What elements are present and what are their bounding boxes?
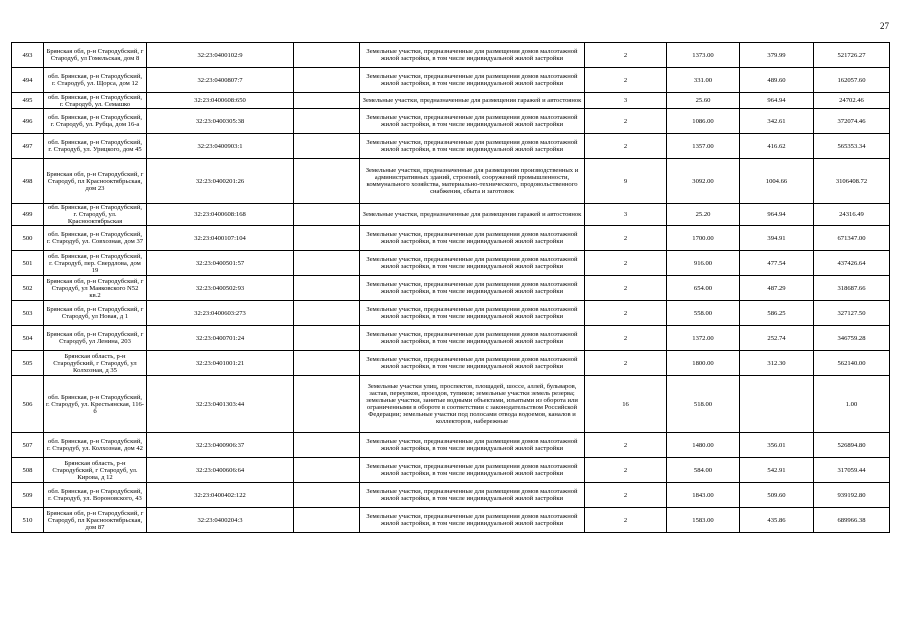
group-number-cell: 2 [585,226,667,251]
cadastral-value-cell: 521726.27 [814,43,890,68]
address-cell: обл. Брянская, р-н Стародубский, г. Стародуб, ул. Рубца, дом 16-а [44,109,147,134]
area-cell: 1700.00 [667,226,740,251]
table-row [12,43,890,68]
address-cell: Брянская обл, р-н Стародубский, г Стародуб, пл Краснооктябрьская, дом 87 [44,508,147,533]
land-use-description-cell: Земельные участки, предназначенные для размещения домов малоэтажной жилой застройки, в том числе индивидуальной жилой застройки [360,43,585,68]
table-row [12,226,890,251]
spacer-cell [294,301,360,326]
area-cell: 1372.00 [667,326,740,351]
specific-value-cell: 489.60 [740,68,814,93]
address-cell: Брянская обл, р-н Стародубский, г Стародуб, ул Ленина, 203 [44,326,147,351]
cadastral-value-cell: 24316.49 [814,204,890,226]
area-cell: 1357.00 [667,134,740,159]
cadastral-value-cell: 689966.38 [814,508,890,533]
cadastral-value-cell: 565353.34 [814,134,890,159]
area-cell: 25.20 [667,204,740,226]
address-cell: обл. Брянская, р-н Стародубский, г. Стародуб, ул. Краснооктябрьская [44,204,147,226]
table-row [12,109,890,134]
cadastral-number-cell: 32:23:0400903:1 [147,134,294,159]
row-number: 498 [12,159,44,204]
spacer-cell [294,204,360,226]
cadastral-number-cell: 32:23:0400107:104 [147,226,294,251]
area-cell: 25.60 [667,93,740,109]
cadastral-number-cell: 32:23:0400807:7 [147,68,294,93]
cadastral-value-cell: 162057.60 [814,68,890,93]
row-number: 496 [12,109,44,134]
cadastral-number-cell: 32:23:0400501:57 [147,251,294,276]
group-number-cell: 16 [585,376,667,433]
cadastral-number-cell: 32:23:0400402:122 [147,483,294,508]
group-number-cell: 3 [585,93,667,109]
table-row [12,134,890,159]
cadastral-value-cell: 437426.64 [814,251,890,276]
group-number-cell: 2 [585,351,667,376]
specific-value-cell: 487.29 [740,276,814,301]
row-number: 497 [12,134,44,159]
spacer-cell [294,433,360,458]
row-number: 502 [12,276,44,301]
spacer-cell [294,376,360,433]
cadastral-value-cell: 317059.44 [814,458,890,483]
address-cell: обл. Брянская, р-н Стародубский, г. Стародуб, ул. Колхозная, дом 42 [44,433,147,458]
cadastral-number-cell: 32:23:0400701:24 [147,326,294,351]
spacer-cell [294,326,360,351]
specific-value-cell: 312.30 [740,351,814,376]
cadastral-number-cell: 32:23:0400204:3 [147,508,294,533]
cadastral-value-cell: 327127.50 [814,301,890,326]
cadastral-number-cell: 32:23:0400608:650 [147,93,294,109]
specific-value-cell: 964.94 [740,93,814,109]
cadastral-number-cell: 32:23:0400502:93 [147,276,294,301]
group-number-cell: 2 [585,109,667,134]
address-cell: Брянская область, р-н Стародубский, г Стародуб, ул. Кирова, д 12 [44,458,147,483]
address-cell: Брянская обл, р-н Стародубский, г Стародуб, ул Гомельская, дом 8 [44,43,147,68]
row-number: 500 [12,226,44,251]
specific-value-cell: 416.62 [740,134,814,159]
cadastral-value-cell: 372074.46 [814,109,890,134]
row-number: 505 [12,351,44,376]
address-cell: Брянская область, р-н Стародубский, г Стародуб, ул Колхозная, д 35 [44,351,147,376]
land-use-description-cell: Земельные участки, предназначенные для размещения домов малоэтажной жилой застройки, в том числе индивидуальной жилой застройки [360,68,585,93]
table-row [12,376,890,433]
row-number: 493 [12,43,44,68]
specific-value-cell: 586.25 [740,301,814,326]
spacer-cell [294,508,360,533]
table-row [12,301,890,326]
table-row [12,326,890,351]
land-use-description-cell: Земельные участки, предназначенные для размещения домов малоэтажной жилой застройки, в том числе индивидуальной жилой застройки [360,276,585,301]
group-number-cell: 2 [585,458,667,483]
group-number-cell: 2 [585,134,667,159]
row-number: 494 [12,68,44,93]
address-cell: обл. Брянская, р-н Стародубский, г. Стародуб, ул. Крестьянская, 116-б [44,376,147,433]
land-use-description-cell: Земельные участки, предназначенные для размещения домов малоэтажной жилой застройки, в том числе индивидуальной жилой застройки [360,351,585,376]
specific-value-cell: 477.54 [740,251,814,276]
table-row [12,508,890,533]
group-number-cell: 2 [585,68,667,93]
row-number: 495 [12,93,44,109]
row-number: 507 [12,433,44,458]
group-number-cell: 3 [585,204,667,226]
table-row [12,433,890,458]
cadastral-number-cell: 32:23:0400906:37 [147,433,294,458]
spacer-cell [294,93,360,109]
table-row [12,159,890,204]
table-row [12,483,890,508]
cadastral-value-cell: 526894.80 [814,433,890,458]
table-row [12,351,890,376]
row-number: 501 [12,251,44,276]
row-number: 504 [12,326,44,351]
address-cell: обл. Брянская, р-н Стародубский, г. Стародуб, ул. Совхозная, дом 37 [44,226,147,251]
cadastral-number-cell: 32:23:0401303:44 [147,376,294,433]
row-number: 499 [12,204,44,226]
cadastral-number-cell: 32:23:0400603:273 [147,301,294,326]
spacer-cell [294,483,360,508]
specific-value-cell: 964.94 [740,204,814,226]
specific-value-cell: 394.91 [740,226,814,251]
group-number-cell: 9 [585,159,667,204]
table-row [12,251,890,276]
spacer-cell [294,68,360,93]
row-number: 506 [12,376,44,433]
area-cell: 1480.00 [667,433,740,458]
specific-value-cell: 379.99 [740,43,814,68]
cadastral-value-cell: 318687.66 [814,276,890,301]
table-row [12,93,890,109]
spacer-cell [294,251,360,276]
land-use-description-cell: Земельные участки, предназначенные для размещения гаражей и автостоянок [360,204,585,226]
land-use-description-cell: Земельные участки, предназначенные для размещения домов малоэтажной жилой застройки, в том числе индивидуальной жилой застройки [360,483,585,508]
group-number-cell: 2 [585,508,667,533]
spacer-cell [294,458,360,483]
area-cell: 518.00 [667,376,740,433]
cadastral-value-cell: 939192.80 [814,483,890,508]
land-use-description-cell: Земельные участки, предназначенные для размещения домов малоэтажной жилой застройки, в том числе индивидуальной жилой застройки [360,226,585,251]
cadastral-value-cell: 1.00 [814,376,890,433]
cadastral-value-cell: 346759.28 [814,326,890,351]
spacer-cell [294,351,360,376]
group-number-cell: 2 [585,251,667,276]
area-cell: 654.00 [667,276,740,301]
cadastral-value-cell: 24702.46 [814,93,890,109]
area-cell: 558.00 [667,301,740,326]
land-use-description-cell: Земельные участки, предназначенные для размещения домов малоэтажной жилой застройки, в том числе индивидуальной жилой застройки [360,251,585,276]
area-cell: 1843.00 [667,483,740,508]
cadastral-number-cell: 32:23:0400102:9 [147,43,294,68]
row-number: 510 [12,508,44,533]
cadastral-number-cell: 32:23:0401001:21 [147,351,294,376]
address-cell: Брянская обл, р-н Стародубский, г Стародуб, ул Маяковского N52 кв.2 [44,276,147,301]
cadastral-value-cell: 562140.00 [814,351,890,376]
land-use-description-cell: Земельные участки, предназначенные для размещения гаражей и автостоянок [360,93,585,109]
land-use-description-cell: Земельные участки, предназначенные для размещения домов малоэтажной жилой застройки, в том числе индивидуальной жилой застройки [360,433,585,458]
spacer-cell [294,109,360,134]
land-use-description-cell: Земельные участки, предназначенные для размещения производственных и административных зданий, строений, сооружений промышленности, коммунального хозяйства, материально-технического, продовольственного снабжения, сбыта и заготовок [360,159,585,204]
spacer-cell [294,276,360,301]
land-use-description-cell: Земельные участки улиц, проспектов, площадей, шоссе, аллей, бульваров, застав, переулков, проездов, тупиков; земельные участки земель резерва; земельные участки, занятые водными объектами, изъятыми из оборота или ограниченными в обороте в соответствии с законодательством Российской Федерации; земельные участки под полосами отвода водоемов, каналов и коллекторов, набережные [360,376,585,433]
cadastral-value-cell: 671347.00 [814,226,890,251]
spacer-cell [294,159,360,204]
address-cell: обл. Брянская, р-н Стародубский, г. Стародуб, пер. Свердлова, дом 19 [44,251,147,276]
specific-value-cell: 356.01 [740,433,814,458]
spacer-cell [294,226,360,251]
spacer-cell [294,134,360,159]
area-cell: 1583.00 [667,508,740,533]
group-number-cell: 2 [585,276,667,301]
specific-value-cell: 252.74 [740,326,814,351]
land-use-description-cell: Земельные участки, предназначенные для размещения домов малоэтажной жилой застройки, в том числе индивидуальной жилой застройки [360,508,585,533]
area-cell: 331.00 [667,68,740,93]
specific-value-cell: 342.61 [740,109,814,134]
specific-value-cell: 1004.66 [740,159,814,204]
address-cell: обл. Брянская, р-н Стародубский, г. Стародуб, ул. Урицкого, дом 45 [44,134,147,159]
land-use-description-cell: Земельные участки, предназначенные для размещения домов малоэтажной жилой застройки, в том числе индивидуальной жилой застройки [360,109,585,134]
group-number-cell: 2 [585,301,667,326]
row-number: 503 [12,301,44,326]
group-number-cell: 2 [585,433,667,458]
specific-value-cell: 542.91 [740,458,814,483]
cadastral-number-cell: 32:23:0400201:26 [147,159,294,204]
row-number: 509 [12,483,44,508]
specific-value-cell: 435.86 [740,508,814,533]
group-number-cell: 2 [585,483,667,508]
table-row [12,204,890,226]
table-row [12,458,890,483]
land-use-description-cell: Земельные участки, предназначенные для размещения домов малоэтажной жилой застройки, в том числе индивидуальной жилой застройки [360,134,585,159]
address-cell: обл. Брянская, р-н Стародубский, г. Стародуб, ул. Семашко [44,93,147,109]
area-cell: 916.00 [667,251,740,276]
cadastral-number-cell: 32:23:0400608:168 [147,204,294,226]
table-row [12,68,890,93]
address-cell: обл. Брянская, р-н Стародубский, г. Стародуб, ул. Щорса, дом 12 [44,68,147,93]
area-cell: 1800.00 [667,351,740,376]
land-use-description-cell: Земельные участки, предназначенные для размещения домов малоэтажной жилой застройки, в том числе индивидуальной жилой застройки [360,326,585,351]
spacer-cell [294,43,360,68]
area-cell: 584.00 [667,458,740,483]
area-cell: 1373.00 [667,43,740,68]
area-cell: 1086.00 [667,109,740,134]
cadastral-number-cell: 32:23:0400606:64 [147,458,294,483]
address-cell: Брянская обл, р-н Стародубский, г Стародуб, пл Краснооктябрьская, дом 23 [44,159,147,204]
specific-value-cell [740,376,814,433]
area-cell: 3092.00 [667,159,740,204]
land-use-description-cell: Земельные участки, предназначенные для размещения домов малоэтажной жилой застройки, в том числе индивидуальной жилой застройки [360,301,585,326]
address-cell: Брянская обл, р-н Стародубский, г Стародуб, ул Новая, д 1 [44,301,147,326]
group-number-cell: 2 [585,43,667,68]
land-use-description-cell: Земельные участки, предназначенные для размещения домов малоэтажной жилой застройки, в том числе индивидуальной жилой застройки [360,458,585,483]
table-row [12,276,890,301]
specific-value-cell: 509.60 [740,483,814,508]
address-cell: обл. Брянская, р-н Стародубский, г. Стародуб, ул. Вороновского, 43 [44,483,147,508]
cadastral-value-cell: 3106408.72 [814,159,890,204]
cadastral-number-cell: 32:23:0400305:38 [147,109,294,134]
page-number: 27 [880,21,889,31]
group-number-cell: 2 [585,326,667,351]
cadastral-value-table [11,42,890,533]
row-number: 508 [12,458,44,483]
